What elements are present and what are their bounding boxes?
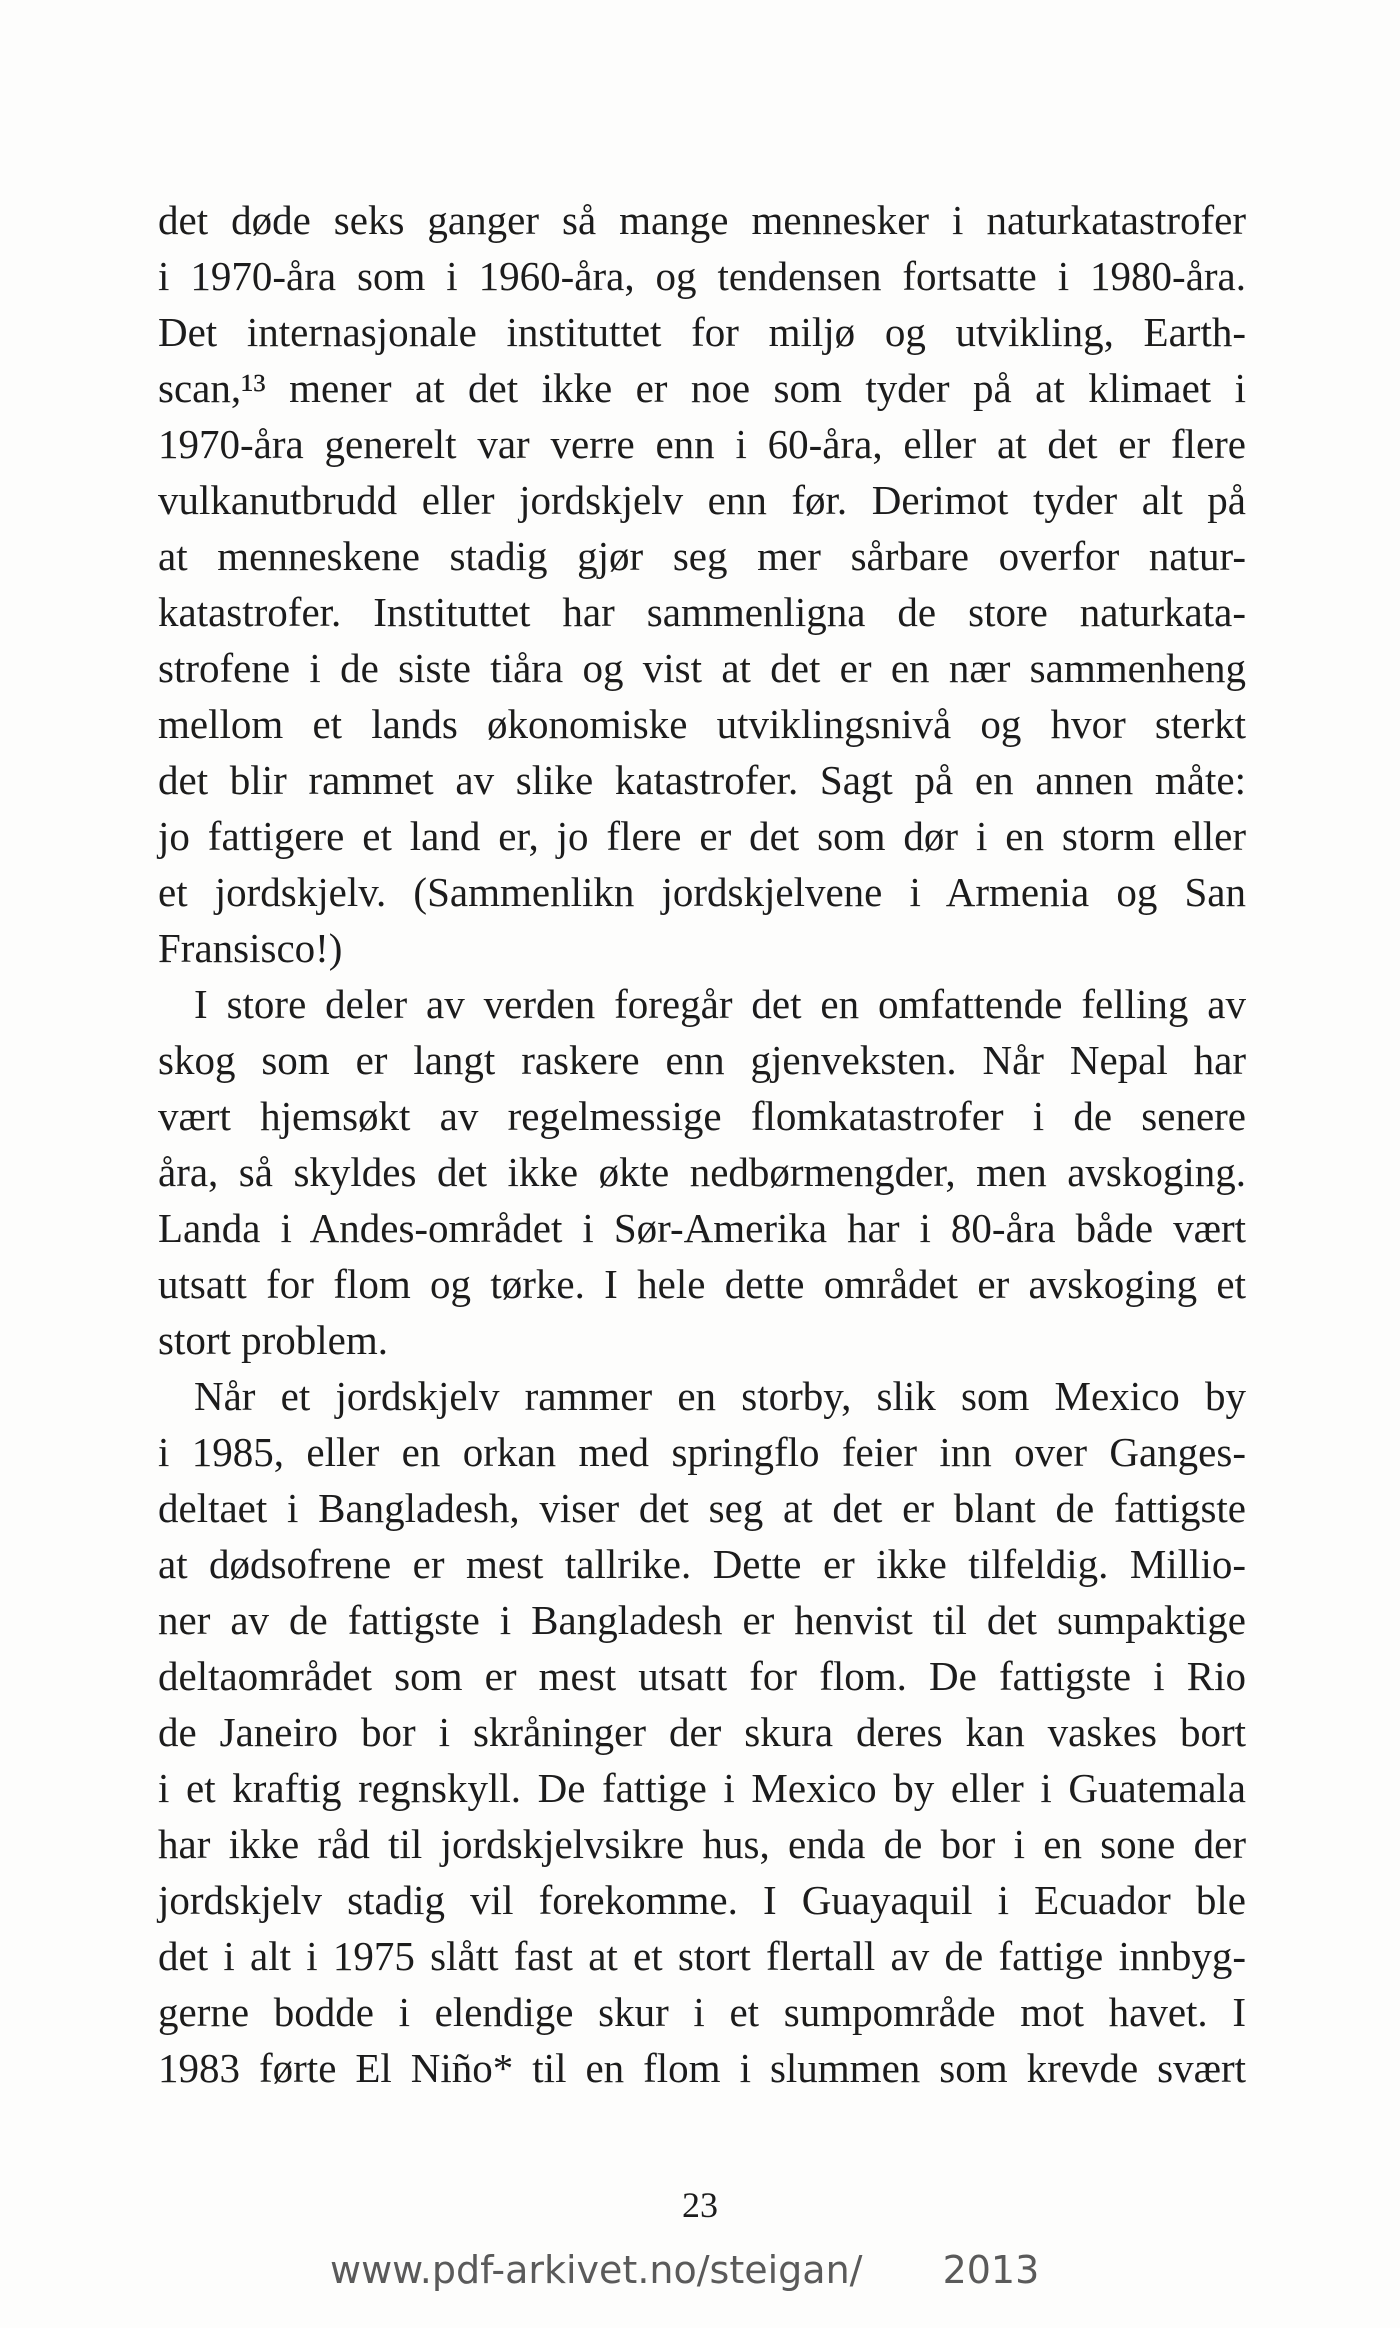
watermark: [330, 2248, 1039, 2292]
text-line: ner av de fattigste i Bangladesh er henvist til det sumpaktige: [158, 1597, 1246, 1643]
text-line: jordskjelv stadig vil forekomme. I Guayaquil i Ecuador ble: [158, 1877, 1246, 1923]
watermark-year: 2013: [942, 2248, 1040, 2292]
text-line: et jordskjelv. (Sammenlikn jordskjelvene i Armenia og San: [158, 869, 1246, 915]
text-line: det i alt i 1975 slått fast at et stort flertall av de fattige innbyg-: [158, 1933, 1246, 1979]
watermark-url: www.pdf-arkivet.no/steigan/: [330, 2248, 863, 2292]
text-line: skog som er langt raskere enn gjenveksten. Når Nepal har: [158, 1037, 1246, 1083]
text-line: utsatt for flom og tørke. I hele dette området er avskoging et: [158, 1261, 1246, 1307]
body-text: [158, 192, 1246, 2096]
text-line: i et kraftig regnskyll. De fattige i Mexico by eller i Guatemala: [158, 1765, 1246, 1811]
text-line: det blir rammet av slike katastrofer. Sagt på en annen måte:: [158, 757, 1246, 803]
text-line: det døde seks ganger så mange mennesker i naturkatastrofer: [158, 197, 1246, 243]
text-line: 1970-åra generelt var verre enn i 60-åra, eller at det er flere: [158, 421, 1246, 467]
text-line: i 1970-åra som i 1960-åra, og tendensen fortsatte i 1980-åra.: [158, 253, 1246, 299]
text-line: I store deler av verden foregår det en omfattende felling av: [194, 981, 1246, 1027]
text-line: at menneskene stadig gjør seg mer sårbare overfor natur-: [158, 533, 1246, 579]
text-line: Det internasjonale instituttet for miljø og utvikling, Earth-: [158, 309, 1246, 355]
text-line: åra, så skyldes det ikke økte nedbørmengder, men avskoging.: [158, 1149, 1246, 1195]
text-line: Fransisco!): [158, 925, 343, 971]
text-line: stort problem.: [158, 1317, 389, 1363]
text-line: katastrofer. Instituttet har sammenligna de store naturkata-: [158, 589, 1246, 635]
text-line: strofene i de siste tiåra og vist at det er en nær sammenheng: [158, 645, 1246, 691]
text-line: mellom et lands økonomiske utviklingsnivå og hvor sterkt: [158, 701, 1246, 747]
page-number: 23: [682, 2185, 718, 2225]
text-line: vært hjemsøkt av regelmessige flomkatastrofer i de senere: [158, 1093, 1246, 1139]
text-line: 1983 førte El Niño* til en flom i slummen som krevde svært: [158, 2045, 1246, 2091]
text-line: Landa i Andes-området i Sør-Amerika har i 80-åra både vært: [158, 1205, 1246, 1251]
text-line: vulkanutbrudd eller jordskjelv enn før. Derimot tyder alt på: [158, 477, 1246, 523]
text-line: Når et jordskjelv rammer en storby, slik som Mexico by: [194, 1373, 1246, 1419]
text-line: at dødsofrene er mest tallrike. Dette er ikke tilfeldig. Millio-: [158, 1541, 1246, 1587]
text-line: gerne bodde i elendige skur i et sumpområde mot havet. I: [158, 1989, 1246, 2035]
text-line: jo fattigere et land er, jo flere er det som dør i en storm eller: [158, 813, 1246, 859]
text-line: deltaet i Bangladesh, viser det seg at det er blant de fattigste: [158, 1485, 1246, 1531]
text-line: scan,¹³ mener at det ikke er noe som tyder på at klimaet i: [158, 365, 1246, 411]
text-line: deltaområdet som er mest utsatt for flom. De fattigste i Rio: [158, 1653, 1246, 1699]
text-line: de Janeiro bor i skråninger der skura deres kan vaskes bort: [158, 1709, 1246, 1755]
text-line: har ikke råd til jordskjelvsikre hus, enda de bor i en sone der: [158, 1821, 1246, 1867]
text-line: i 1985, eller en orkan med springflo feier inn over Ganges-: [158, 1429, 1246, 1475]
